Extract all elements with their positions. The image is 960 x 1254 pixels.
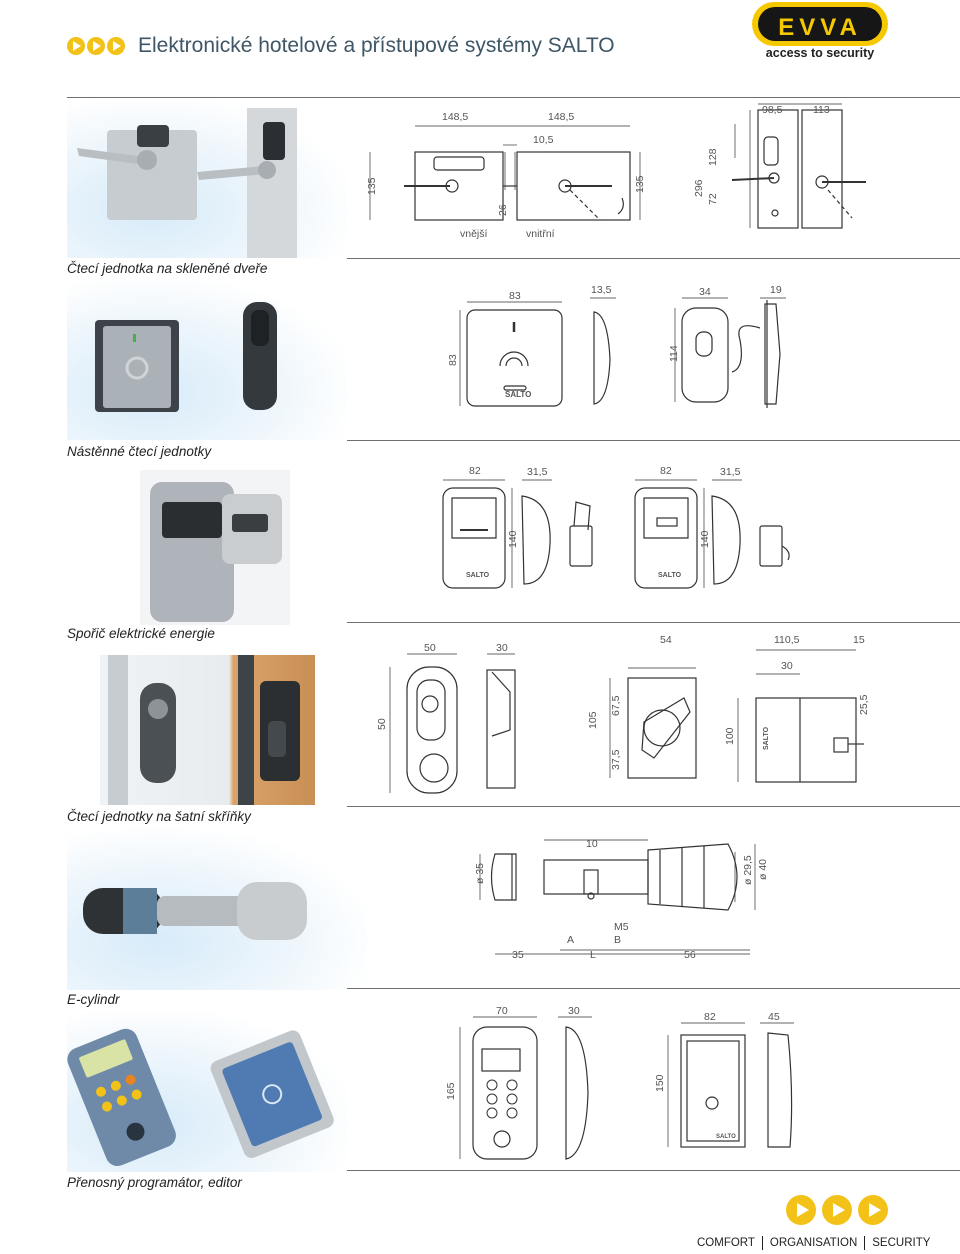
footer-nav-organisation: ORGANISATION bbox=[769, 1237, 858, 1250]
glass-door-reader-photo bbox=[67, 100, 347, 258]
dim-label: ø 35 bbox=[474, 862, 486, 884]
e-cylinder-photo bbox=[67, 830, 367, 990]
section-divider bbox=[347, 806, 960, 807]
footer-nav-comfort: COMFORT bbox=[697, 1237, 755, 1250]
dim-label: 19 bbox=[770, 284, 782, 296]
dim-label: 110,5 bbox=[774, 634, 800, 646]
brand-label: SALTO bbox=[716, 1134, 736, 1140]
dim-label: 83 bbox=[509, 290, 521, 302]
dim-label: 56 bbox=[684, 949, 696, 961]
wall-reader-photo bbox=[67, 280, 347, 440]
dim-label: 105 bbox=[587, 711, 599, 729]
dim-label: 296 bbox=[693, 179, 705, 197]
dim-label: 98,5 bbox=[762, 104, 783, 116]
section-label: Spořič elektrické energie bbox=[67, 626, 215, 641]
locker-reader-drawing bbox=[380, 640, 960, 805]
section-label: Čtecí jednotky na šatní skříňky bbox=[67, 809, 251, 824]
dim-label: 30 bbox=[568, 1005, 580, 1017]
dim-label: 10 bbox=[586, 838, 598, 850]
dim-label: 83 bbox=[447, 354, 459, 366]
evva-logo bbox=[752, 2, 888, 64]
dim-label: 50 bbox=[376, 718, 388, 730]
play-icon bbox=[107, 37, 125, 55]
section-divider bbox=[347, 258, 960, 259]
footer-nav bbox=[690, 1236, 937, 1250]
header-divider bbox=[67, 97, 960, 98]
section-divider bbox=[347, 1170, 960, 1171]
dim-label: 31,5 bbox=[527, 466, 548, 478]
glass-door-reader-drawing bbox=[360, 100, 960, 260]
logo-tagline: access to security bbox=[765, 46, 875, 60]
dim-label: 135 bbox=[634, 175, 646, 193]
dim-label: 34 bbox=[699, 286, 711, 298]
dim-label: 45 bbox=[768, 1011, 780, 1023]
page-title: Elektronické hotelové a přístupové systémy SALTO bbox=[138, 34, 615, 57]
brand-label: SALTO bbox=[505, 390, 532, 399]
programmer-editor-drawing bbox=[440, 1005, 960, 1170]
dim-label: 70 bbox=[496, 1005, 508, 1017]
dim-label: 13,5 bbox=[591, 284, 612, 296]
dim-label: 114 bbox=[668, 345, 680, 362]
dim-label: 72 bbox=[707, 193, 719, 205]
dim-label: 26 bbox=[497, 204, 509, 216]
dim-label: 25,5 bbox=[858, 694, 870, 715]
section-label: Přenosný programátor, editor bbox=[67, 1175, 242, 1190]
dim-label: 37,5 bbox=[610, 749, 622, 770]
dim-label: 82 bbox=[660, 465, 672, 477]
section-label: Nástěnné čtecí jednotky bbox=[67, 444, 212, 459]
section-divider bbox=[347, 440, 960, 441]
programmer-editor-photo bbox=[67, 1012, 347, 1172]
dim-label: 54 bbox=[660, 634, 672, 646]
dim-label: 100 bbox=[724, 727, 736, 745]
brand-label: SALTO bbox=[466, 572, 490, 579]
dim-label: 140 bbox=[699, 530, 711, 548]
caption-inside: vnitřní bbox=[526, 228, 555, 240]
dim-label: 31,5 bbox=[720, 466, 741, 478]
dim-label: ø 40 bbox=[757, 858, 769, 880]
dim-label: 128 bbox=[707, 148, 719, 166]
logo-text: EVVA bbox=[778, 14, 862, 41]
dim-label: 148,5 bbox=[548, 111, 575, 123]
play-icon bbox=[822, 1195, 852, 1225]
dim-label: 35 bbox=[512, 949, 524, 961]
dim-label: 165 bbox=[445, 1082, 457, 1100]
dim-label: 148,5 bbox=[442, 111, 469, 123]
dim-label: 67,5 bbox=[610, 695, 622, 716]
dim-label: ø 29,5 bbox=[742, 855, 754, 885]
dim-label: 82 bbox=[469, 465, 481, 477]
brand-label: SALTO bbox=[763, 726, 770, 750]
dim-label: B bbox=[614, 934, 622, 946]
play-icon bbox=[87, 37, 105, 55]
dim-label: 30 bbox=[496, 642, 508, 654]
section-label: Čtecí jednotka na skleněné dveře bbox=[67, 261, 268, 276]
dim-label: 15 bbox=[853, 634, 865, 646]
play-icon bbox=[858, 1195, 888, 1225]
dim-label: 50 bbox=[424, 642, 436, 654]
dim-label: 140 bbox=[507, 530, 519, 548]
energy-saver-photo bbox=[140, 470, 290, 625]
caption-outside: vnější bbox=[460, 228, 488, 240]
dim-label: 135 bbox=[366, 177, 378, 195]
dim-label: L bbox=[590, 949, 596, 961]
footer-nav-security: SECURITY bbox=[872, 1237, 931, 1250]
brand-label: SALTO bbox=[658, 572, 682, 579]
dim-label: A bbox=[567, 934, 575, 946]
dim-label: 10,5 bbox=[533, 134, 554, 146]
play-icon bbox=[67, 37, 85, 55]
dim-label: 150 bbox=[654, 1074, 666, 1092]
play-icon bbox=[786, 1195, 816, 1225]
section-divider bbox=[347, 622, 960, 623]
wall-reader-drawing bbox=[440, 280, 960, 440]
dim-label: 82 bbox=[704, 1011, 716, 1023]
section-divider bbox=[347, 988, 960, 989]
e-cylinder-drawing bbox=[460, 830, 960, 970]
locker-reader-photo bbox=[100, 655, 315, 805]
dim-label: 30 bbox=[781, 660, 793, 672]
dim-label: M5 bbox=[614, 921, 629, 933]
section-label: E-cylindr bbox=[67, 992, 120, 1007]
dim-label: 113 bbox=[813, 104, 830, 116]
